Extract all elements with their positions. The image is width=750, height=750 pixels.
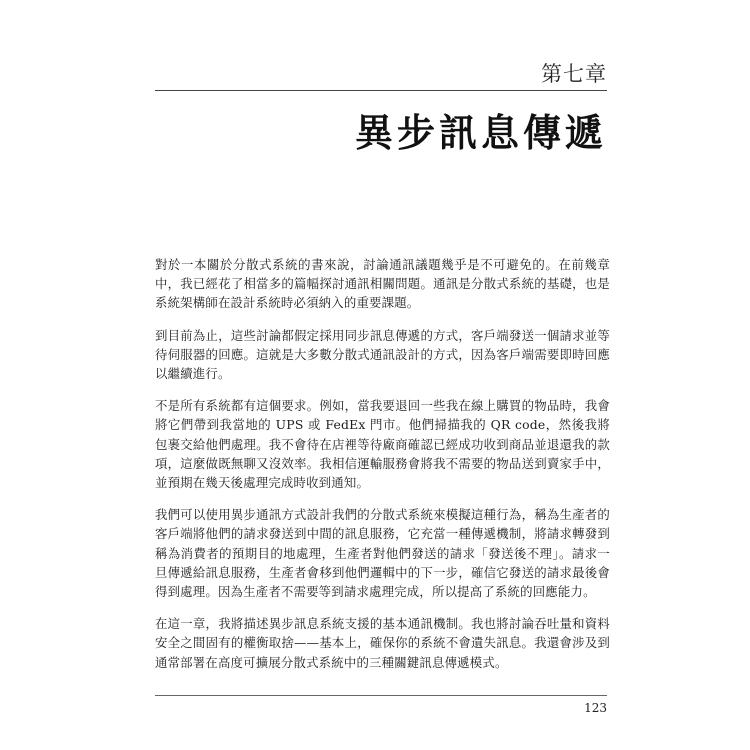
- paragraph: 我們可以使用異步通訊方式設計我們的分散式系統來模擬這種行為，稱為生產者的客戶端將他們的請求發送到中間的訊息服務，它充當一種傳遞機制，將請求轉發到稱為消費者的預期目的地處理，生產者對他們發送的請求「發送後不理」。請求一旦傳遞給訊息服務，生產者會移到他們邏輯中的下一步，確信它發送的請求最後會得到處理。因為生產者不需要等到請求處理完成，所以提高了系統的回應能力。: [155, 507, 610, 600]
- chapter-title: 異步訊息傳遞: [354, 111, 607, 155]
- paragraph: 在這一章，我將描述異步訊息系統支援的基本通訊機制。我也將討論吞吐量和資料安全之間固有的權衡取捨——基本上，確保你的系統不會遺失訊息。我還會涉及到通常部署在高度可擴展分散式系統中的三種關鍵訊息傳遞模式。: [155, 616, 610, 670]
- header-divider: [155, 90, 607, 91]
- page-number: 123: [584, 701, 607, 715]
- paragraph: 不是所有系統都有這個要求。例如，當我要退回一些我在線上購買的物品時，我會將它們帶到我當地的 UPS 或 FedEx 門市。他們掃描我的 QR code，然後我將包裹交給他們處理。我不會待在店裡等待廠商確認已經成功收到商品並退還我的款項，這麼做既無聊又沒效率。我相信運輸服務會將我不需要的物品送到賣家手中，並預期在幾天後處理完成時收到通知。: [155, 398, 610, 491]
- paragraph: 到目前為止，這些討論都假定採用同步訊息傳遞的方式，客戶端發送一個請求並等待伺服器的回應。這就是大多數分散式通訊設計的方式，因為客戶端需要即時回應以繼續進行。: [155, 327, 610, 382]
- paragraph: 對於一本關於分散式系統的書來說，討論通訊議題幾乎是不可避免的。在前幾章中，我已經花了相當多的篇幅探討通訊相關問題。通訊是分散式系統的基礎，也是系統架構師在設計系統時必須納入的重要課題。: [155, 257, 610, 311]
- chapter-label: 第七章: [541, 62, 607, 86]
- footer-divider: [155, 695, 607, 696]
- chapter-body: [155, 255, 610, 685]
